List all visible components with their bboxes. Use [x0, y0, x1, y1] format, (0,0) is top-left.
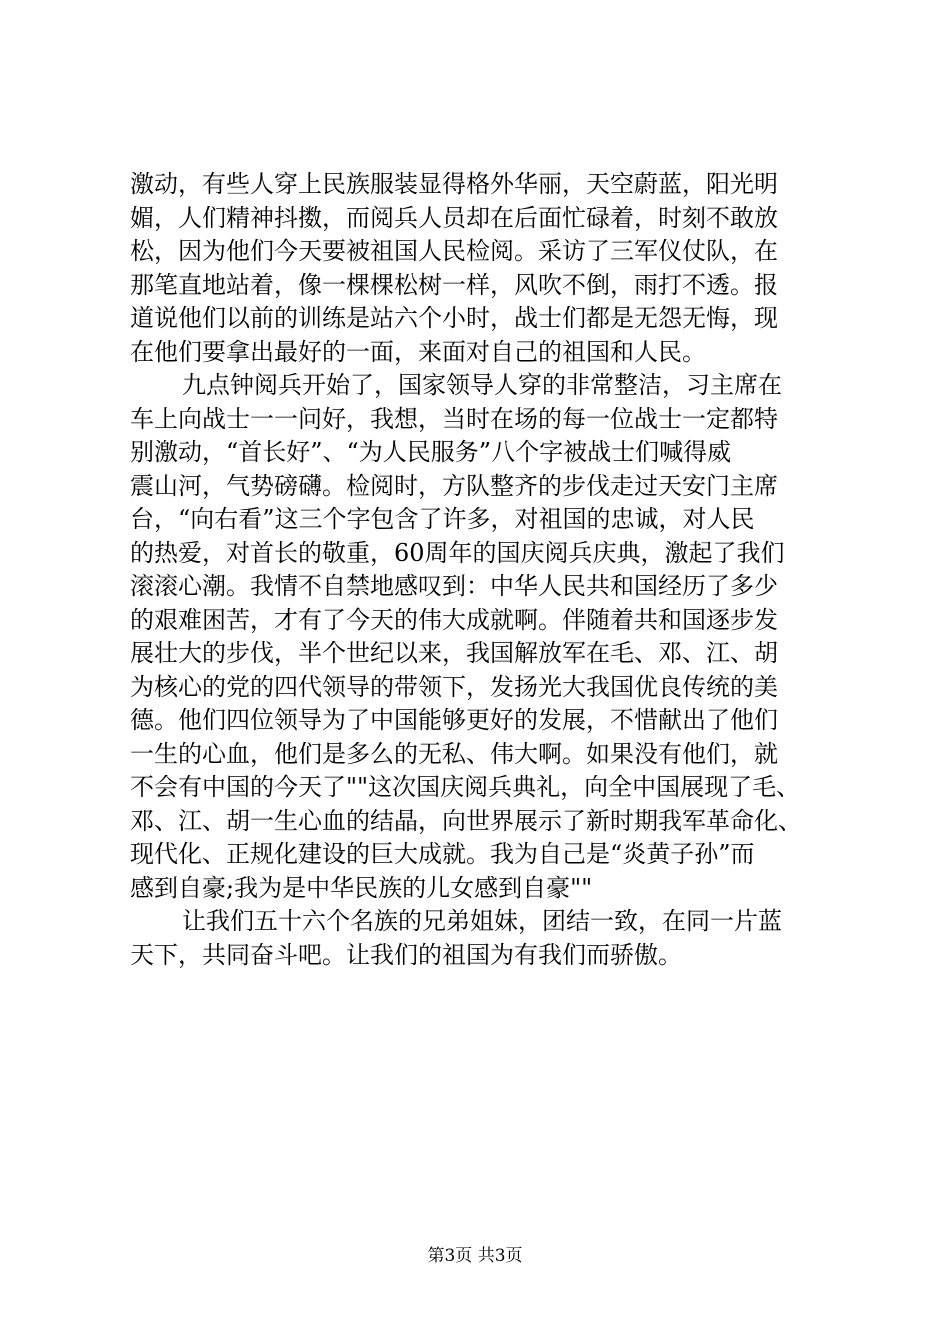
text-line: 展壮大的步伐，半个世纪以来，我国解放军在毛、邓、江、胡 — [130, 639, 778, 667]
page-number-footer: 第3页 共3页 — [427, 1246, 523, 1266]
text-line: 滚滚心潮。我情不自禁地感叹到：中华人民共和国经历了多少 — [130, 572, 778, 600]
text-line: 在他们要拿出最好的一面，来面对自己的祖国和人民。 — [130, 337, 706, 366]
text-line: 车上向战士一一问好，我想，当时在场的每一位战士一定都特 — [130, 404, 778, 433]
text-line: 松，因为他们今天要被祖国人民检阅。采访了三军仪仗队，在 — [130, 237, 778, 265]
text-line: 德。他们四位领导为了中国能够更好的发展，不惜献出了他们 — [130, 706, 778, 734]
text-line: 邓、江、胡一生心血的结晶，向世界展示了新时期我军革命化、 — [130, 806, 802, 835]
text-line: 一生的心血，他们是多么的无私、伟大啊。如果没有他们，就 — [130, 739, 778, 768]
text-line: 感到自豪;我为是中华民族的儿女感到自豪"" — [130, 873, 593, 902]
paragraph-first-line: 让我们五十六个名族的兄弟姐妹，团结一致，在同一片蓝 — [182, 907, 782, 935]
text-line: 激动，有些人穿上民族服装显得格外华丽，天空蔚蓝，阳光明 — [130, 170, 778, 198]
text-line: 那笔直地站着，像一棵棵松树一样，风吹不倒，雨打不透。报 — [130, 270, 778, 299]
text-line: 的艰难困苦，才有了今天的伟大成就啊。伴随着共和国逐步发 — [130, 605, 778, 634]
text-line: 台，“向右看”这三个字包含了许多，对祖国的忠诚，对人民 — [130, 505, 755, 533]
text-line: 为核心的党的四代领导的带领下，发扬光大我国优良传统的美 — [130, 672, 778, 701]
text-line: 现代化、正规化建设的巨大成就。我为自己是“炎黄子孙”而 — [130, 840, 755, 868]
text-line: 天下，共同奋斗吧。让我们的祖国为有我们而骄傲。 — [130, 940, 682, 969]
text-line: 道说他们以前的训练是站六个小时，战士们都是无怨无悔，现 — [130, 304, 778, 332]
text-line: 的热爱，对首长的敬重，60周年的国庆阅兵庆典，激起了我们 — [130, 538, 785, 567]
text-line: 媚，人们精神抖擞，而阅兵人员却在后面忙碌着，时刻不敢放 — [130, 203, 778, 232]
text-line: 不会有中国的今天了""这次国庆阅兵典礼，向全中国展现了毛、 — [130, 773, 801, 801]
text-line: 别激动，“首长好”、“为人民服务”八个字被战士们喊得威 — [130, 438, 732, 466]
paragraph-first-line: 九点钟阅兵开始了，国家领导人穿的非常整洁，习主席在 — [182, 371, 782, 399]
text-line: 震山河，气势磅礴。检阅时，方队整齐的步伐走过天安门主席 — [130, 471, 778, 500]
document-body — [130, 168, 830, 972]
